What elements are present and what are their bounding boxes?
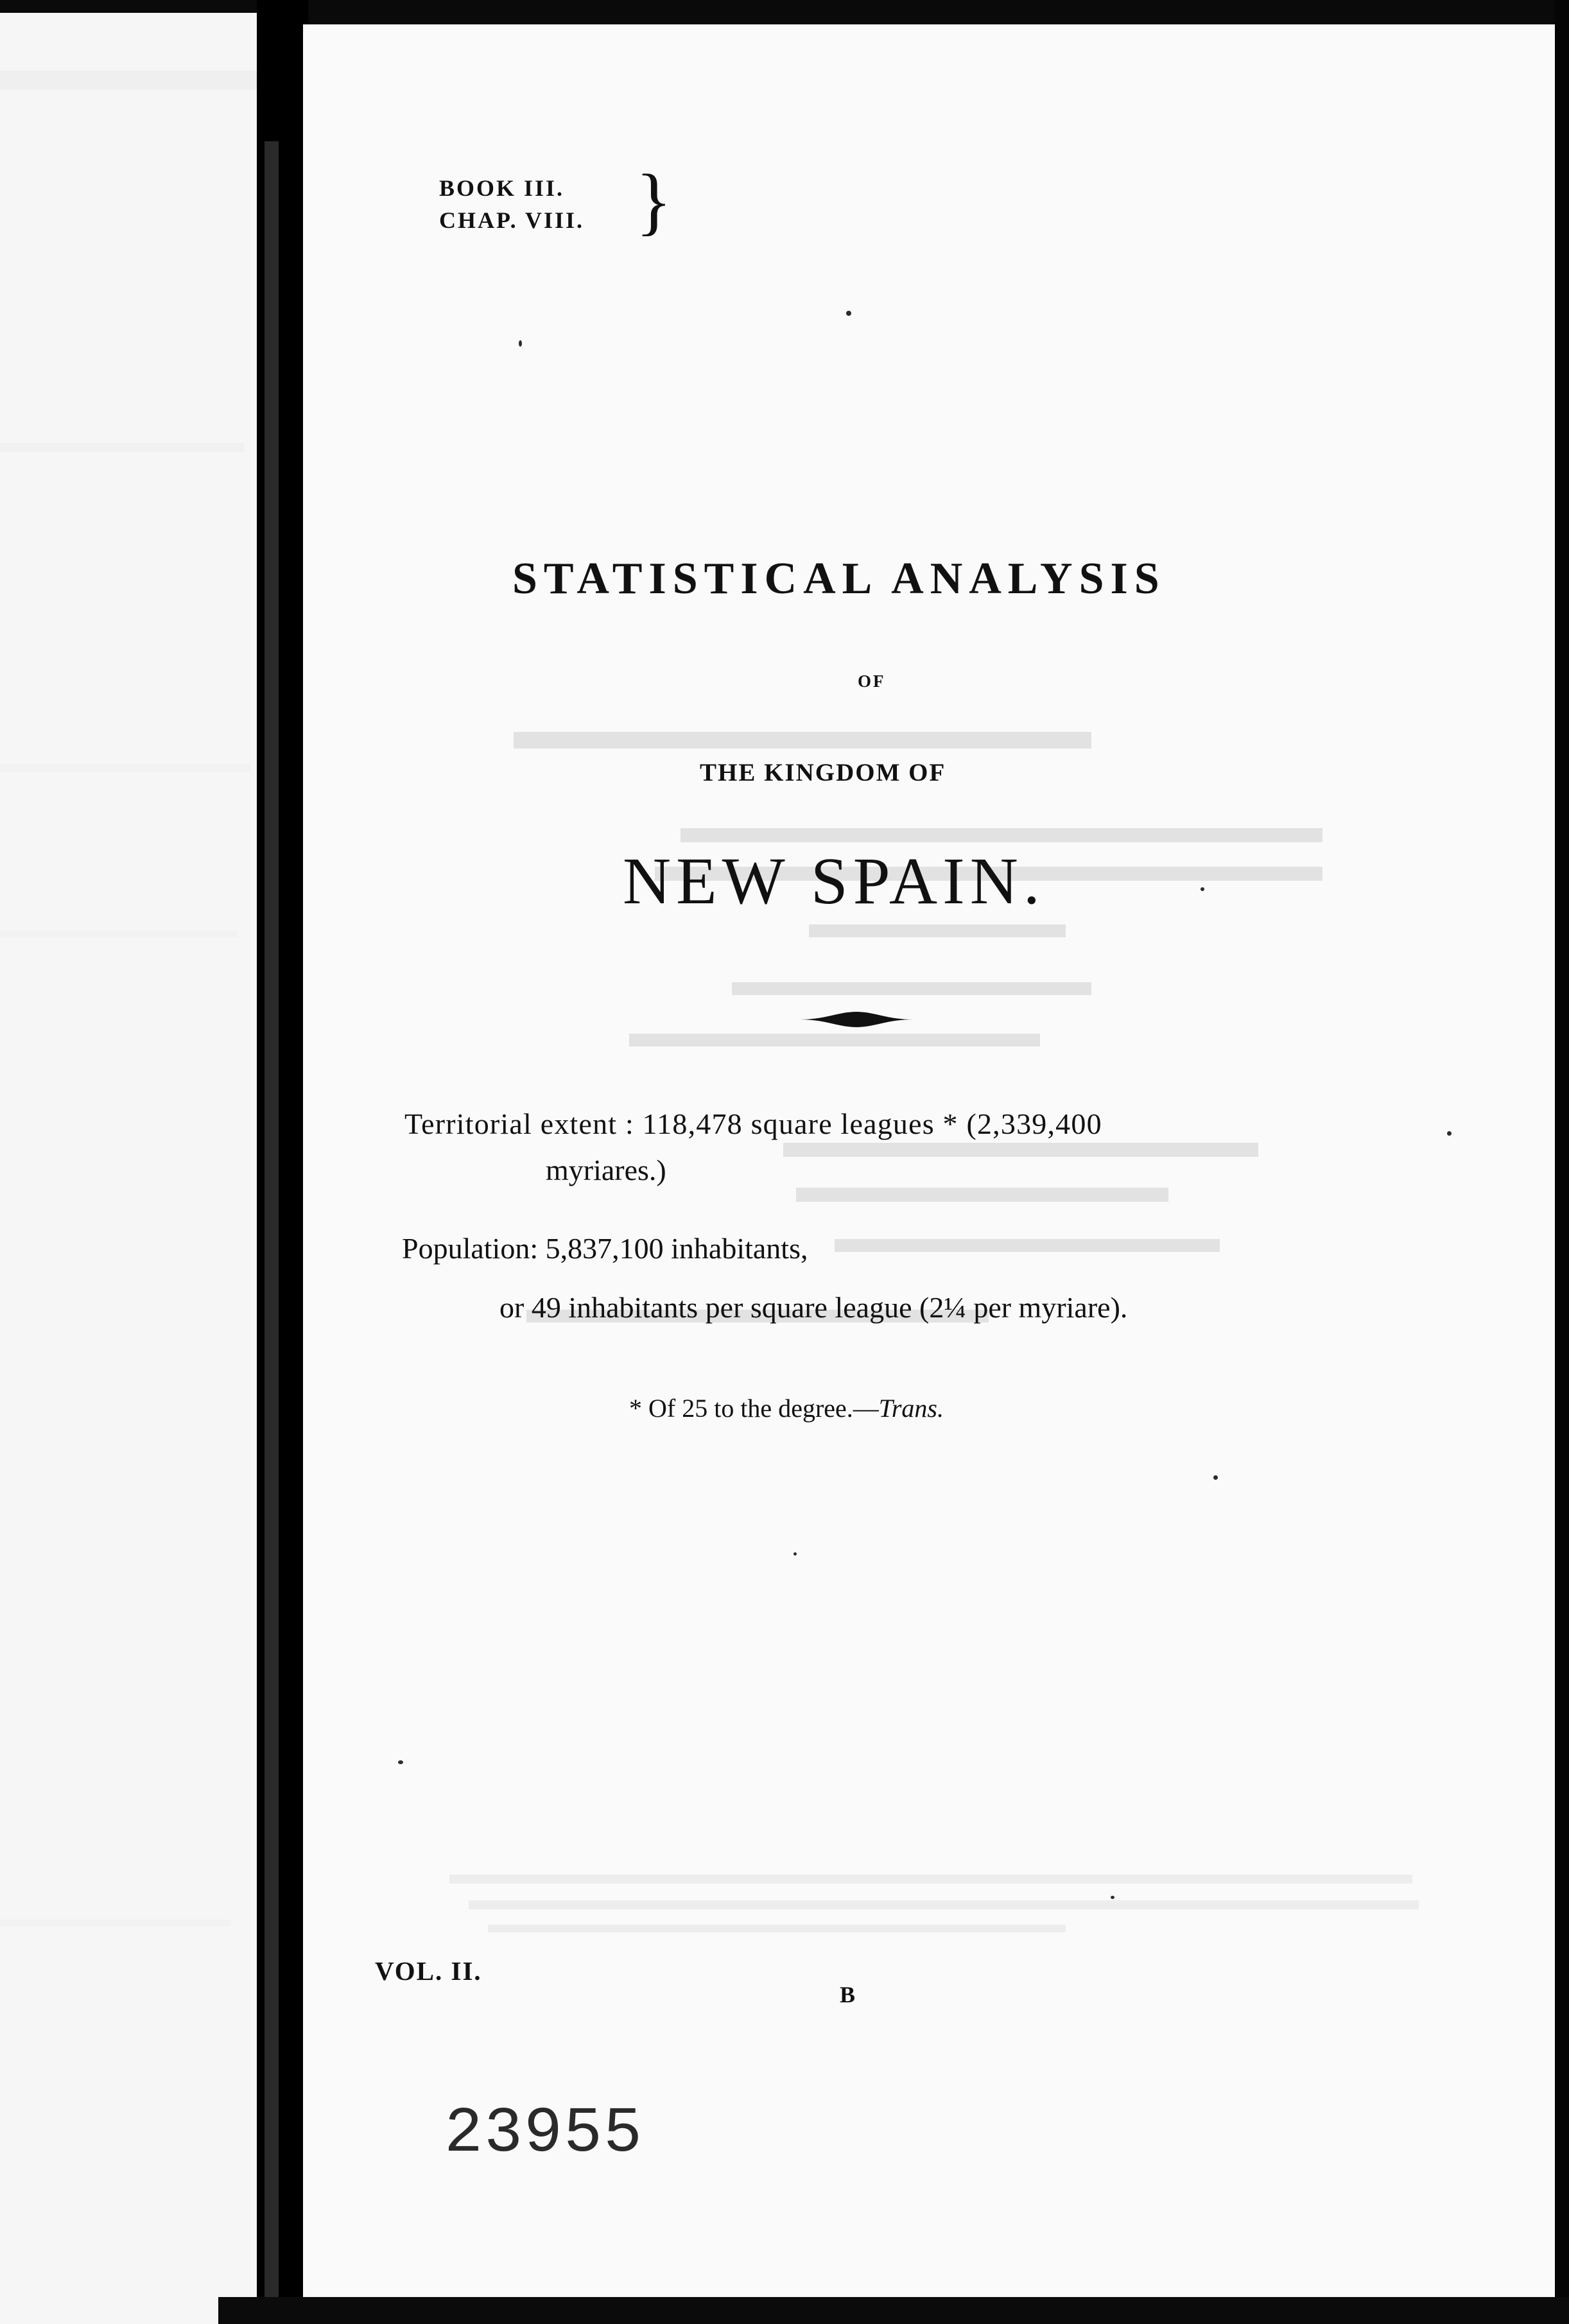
brace-glyph: } xyxy=(636,159,672,243)
accession-stamp: 23955 xyxy=(444,2098,644,2171)
signature-mark: B xyxy=(840,1982,856,2007)
gutter-shadow xyxy=(264,141,279,2324)
footnote xyxy=(629,1393,944,1423)
footnote-translator-mark: Trans. xyxy=(878,1394,944,1423)
scan-speck xyxy=(1213,1475,1218,1480)
title-of: OF xyxy=(858,672,886,691)
population-line: Population: 5,837,100 inhabitants, xyxy=(402,1232,808,1265)
scan-speck xyxy=(1447,1131,1452,1136)
territorial-extent-line: Territorial extent : 118,478 square leagues * (2,339,400 xyxy=(404,1107,1102,1140)
scan-speck xyxy=(1201,887,1204,891)
scan-right-edge xyxy=(1555,0,1569,2324)
scan-speck xyxy=(793,1552,797,1556)
chapter-number: CHAP. VIII. xyxy=(439,207,585,233)
scan-speck xyxy=(519,340,522,347)
scan-speck xyxy=(398,1760,403,1764)
volume-label: VOL. II. xyxy=(375,1956,482,1986)
facing-page-texture xyxy=(0,19,257,2305)
title-new-spain: NEW SPAIN. xyxy=(623,844,1045,918)
scan-bottom-edge xyxy=(218,2297,1569,2324)
scan-speck xyxy=(846,311,851,316)
territorial-extent-continued: myriares.) xyxy=(546,1154,666,1186)
footnote-text: * Of 25 to the degree.— xyxy=(629,1394,879,1423)
scan-speck xyxy=(1111,1896,1114,1899)
title-statistical-analysis: STATISTICAL ANALYSIS xyxy=(512,554,1166,603)
title-the-kingdom-of: THE KINGDOM OF xyxy=(700,759,946,786)
ornamental-rule xyxy=(800,1010,913,1028)
population-density-line: or 49 inhabitants per square league (2¼ per myriare). xyxy=(499,1291,1128,1324)
bleed-through-footnote xyxy=(449,1875,1451,1939)
book-number: BOOK III. xyxy=(439,175,565,201)
running-header xyxy=(439,172,584,236)
